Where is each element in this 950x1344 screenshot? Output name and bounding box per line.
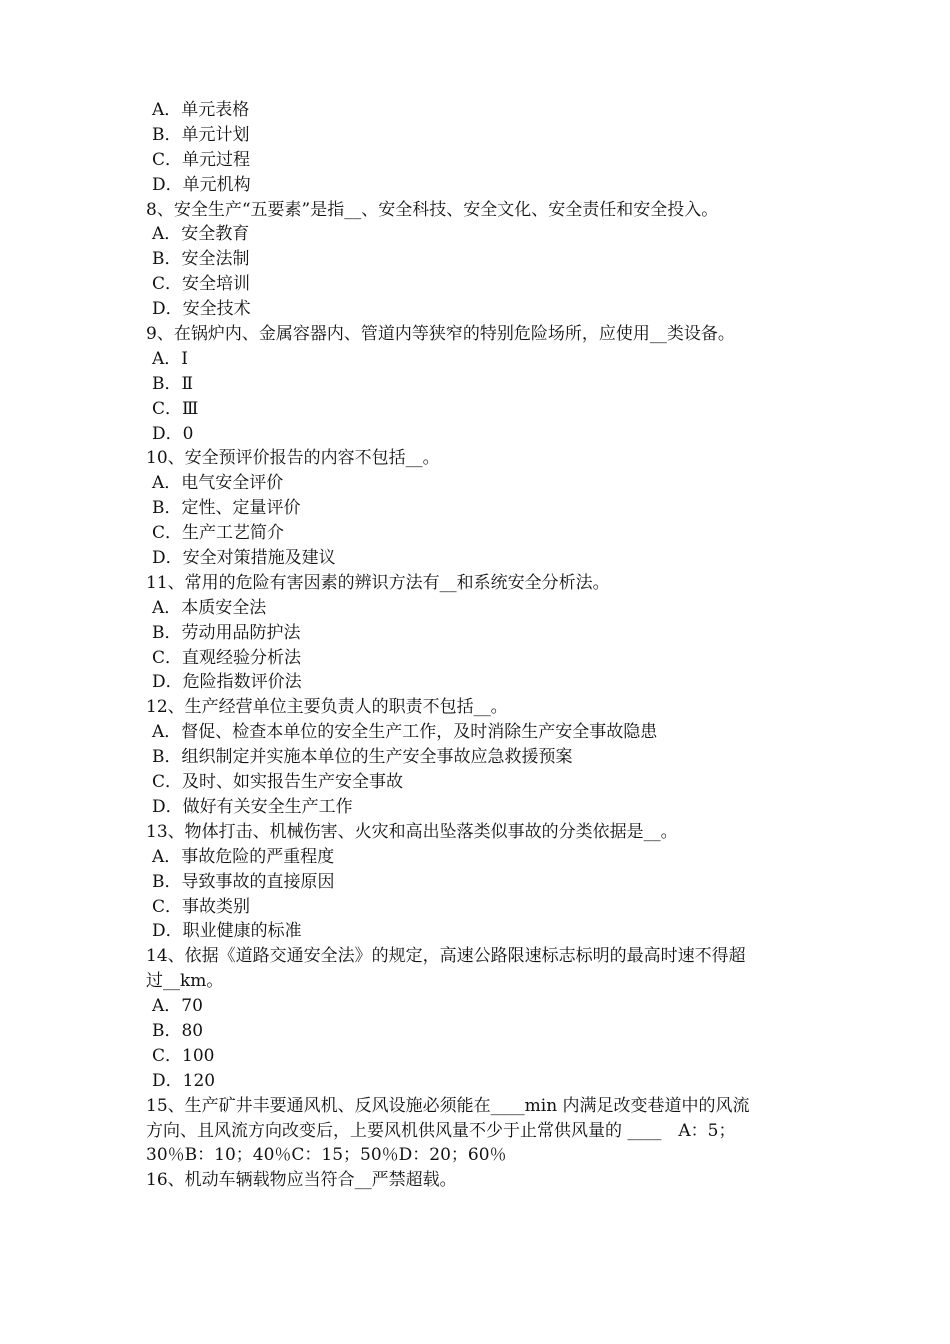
option-line: C．生产工艺简介 <box>152 523 285 544</box>
option-line: A．本质安全法 <box>152 597 267 618</box>
question-line: 12、生产经营单位主要负责人的职责不包括__。 <box>146 697 508 718</box>
option-line: B．劳动用品防护法 <box>152 622 301 643</box>
option-line: D．120 <box>152 1070 216 1091</box>
option-line: B．定性、定量评价 <box>152 498 301 519</box>
option-line: D．做好有关安全生产工作 <box>152 796 353 817</box>
option-line: A．70 <box>152 996 203 1017</box>
option-line: D．安全技术 <box>152 299 251 320</box>
option-line: C．直观经验分析法 <box>152 647 302 668</box>
question-line: 30％B：10；40％C：15；50％D：20；60％ <box>146 1145 507 1166</box>
question-line: 8、安全生产“五要素”是指__、安全科技、安全文化、安全责任和安全投入。 <box>146 199 719 220</box>
option-line: D．职业健康的标准 <box>152 921 302 942</box>
option-line: B．组织制定并实施本单位的生产安全事故应急救援预案 <box>152 747 573 768</box>
option-line: C．及时、如实报告生产安全事故 <box>152 772 404 793</box>
option-line: A．事故危险的严重程度 <box>152 846 335 867</box>
option-line: B．Ⅱ <box>152 373 194 394</box>
document-page <box>146 98 826 1193</box>
option-line: B．导致事故的直接原因 <box>152 871 335 892</box>
option-line: C．Ⅲ <box>152 398 199 419</box>
option-line: C．100 <box>152 1045 215 1066</box>
option-line: B．80 <box>152 1020 204 1041</box>
option-line: D．安全对策措施及建议 <box>152 548 336 569</box>
option-line: A．安全教育 <box>152 224 250 245</box>
question-line: 10、安全预评价报告的内容不包括__。 <box>146 448 440 469</box>
question-line: 11、常用的危险有害因素的辨识方法有__和系统安全分析法。 <box>146 572 610 593</box>
question-line: 14、依据《道路交通安全法》的规定，高速公路限速标志标明的最高时速不得超 <box>146 946 746 967</box>
option-line: B．单元计划 <box>152 124 250 145</box>
option-line: A．Ⅰ <box>152 348 188 369</box>
question-line: 16、机动车辆载物应当符合__严禁超载。 <box>146 1170 457 1191</box>
option-line: D．危险指数评价法 <box>152 672 302 693</box>
question-line: 15、生产矿井丰要通风机、反风设施必须能在____min 内满足改变巷道中的风流 <box>146 1095 750 1116</box>
question-line: 13、物体打击、机械伤害、火灾和高出坠落类似事故的分类依据是__。 <box>146 821 678 842</box>
option-line: A．电气安全评价 <box>152 473 284 494</box>
question-line: 方向、且风流方向改变后，上要风机供风量不少于止常供风量的 ____ A：5； <box>146 1120 736 1141</box>
option-line: C．事故类别 <box>152 896 251 917</box>
option-line: C．安全培训 <box>152 274 251 295</box>
question-line: 9、在锅炉内、金属容器内、管道内等狭窄的特别危险场所，应使用__类设备。 <box>146 324 735 345</box>
option-line: D．0 <box>152 423 194 444</box>
option-line: A．督促、检查本单位的安全生产工作，及时消除生产安全事故隐患 <box>152 722 658 743</box>
option-line: D．单元机构 <box>152 174 251 195</box>
option-line: B．安全法制 <box>152 249 250 270</box>
question-line: 过__km。 <box>146 971 224 992</box>
option-line: C．单元过程 <box>152 149 251 170</box>
option-line: A．单元表格 <box>152 100 250 120</box>
